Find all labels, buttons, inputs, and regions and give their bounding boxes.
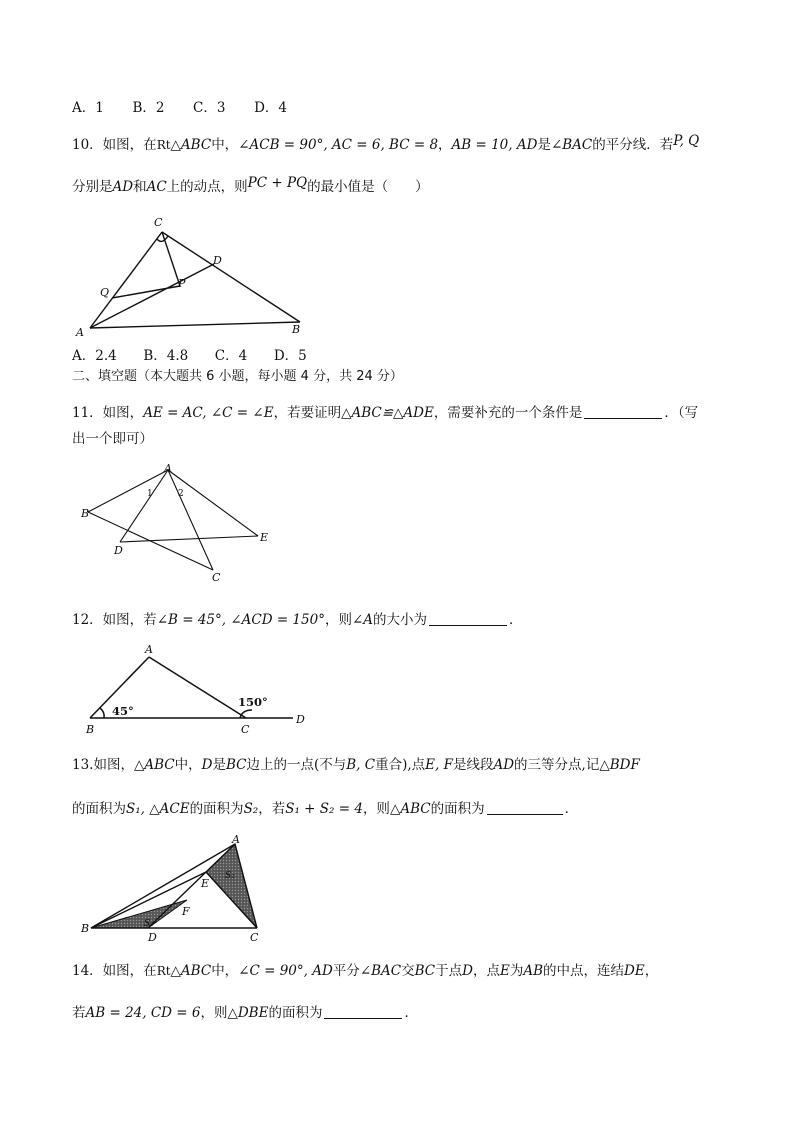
- q13-label-c: C: [250, 931, 259, 944]
- q11-angle-1: 1: [147, 489, 153, 499]
- q11-label-d: D: [114, 544, 123, 557]
- q12-label-c: C: [241, 723, 250, 736]
- q11-line1: 11．如图，AE = AC, ∠C = ∠E，若要证明△ABC≌△ADE，需要补充的一个条件是 ．（写: [72, 405, 699, 421]
- q10-label-p: P: [178, 277, 186, 290]
- q13-label-f: F: [182, 905, 190, 918]
- q9-option-d: D．4: [254, 100, 287, 116]
- q13-figure: [78, 832, 278, 944]
- q9-options: [72, 100, 287, 116]
- q9-option-b: B．2: [132, 100, 165, 116]
- q13-label-b: B: [81, 922, 90, 935]
- q13-line2: 的面积为S₁, △ACE的面积为S₂，若S₁ + S₂ = 4，则△ABC的面积为 ．: [72, 801, 579, 817]
- q11-label-e: E: [260, 531, 269, 544]
- q10-line1: 10．如图，在Rt△ABC中，∠ACB = 90°, AC = 6, BC = 8，AB = 10, AD是∠BAC的平分线．若P, Q: [72, 133, 700, 153]
- q11-label-a: A: [164, 462, 172, 475]
- q11-label-b: B: [81, 507, 90, 520]
- q10-option-d: D．5: [273, 348, 307, 364]
- q11-answer-blank[interactable]: [584, 418, 662, 419]
- q13-label-e: E: [201, 877, 210, 890]
- q11-figure: [78, 460, 278, 585]
- section-2-header: 二、填空题（本大题共 6 小题，每小题 4 分，共 24 分）: [72, 369, 403, 384]
- q9-option-c: C．3: [193, 100, 226, 116]
- q12-answer-blank[interactable]: [429, 625, 507, 626]
- q11-line2: 出一个即可）: [72, 431, 153, 447]
- q13-label-s1: S₁: [144, 919, 154, 929]
- q13-label-d: D: [148, 931, 157, 944]
- q13-line1: 13.如图，△ABC中，D是BC边上的一点(不与B, C重合),点E, F是线段AD的三等分点,记△BDF: [72, 757, 640, 773]
- q13-answer-blank[interactable]: [487, 814, 563, 815]
- q10-option-a: A．2.4: [72, 348, 117, 364]
- q12-label-b: B: [86, 723, 95, 736]
- q10-label-a: A: [76, 326, 84, 337]
- q13-label-s2: S₂: [225, 871, 235, 881]
- q10-label-q: Q: [100, 286, 110, 299]
- q10-line2: 分别是AD和AC上的动点，则PC + PQ的最小值是（ ）: [72, 175, 429, 195]
- q14-line2: 若AB = 24, CD = 6，则△DBE的面积为 ．: [72, 1005, 418, 1021]
- q10-label-b: B: [292, 323, 301, 336]
- q10-label-d: D: [213, 254, 222, 267]
- q12-label-a: A: [145, 643, 153, 656]
- q10-option-b: B．4.8: [143, 348, 189, 364]
- q13-label-a: A: [232, 833, 240, 846]
- q10-option-c: C．4: [214, 348, 248, 364]
- q12-angle-150: 150°: [238, 695, 268, 709]
- q12-angle-45: 45°: [112, 704, 134, 718]
- q11-label-c: C: [212, 571, 221, 584]
- q9-option-a: A．1: [72, 100, 104, 116]
- q10-figure: [70, 212, 310, 337]
- q12-label-d: D: [296, 713, 305, 726]
- q10-options: [72, 348, 307, 364]
- q12-figure: [78, 640, 318, 740]
- q10-label-c: C: [154, 216, 163, 229]
- q14-line1: 14．如图，在Rt△ABC中，∠C = 90°, AD平分∠BAC交BC于点D，点E为AB的中点，连结DE，: [72, 963, 659, 979]
- q11-angle-2: 2: [178, 489, 184, 499]
- q14-answer-blank[interactable]: [324, 1018, 402, 1019]
- q12-line1: 12．如图，若∠B = 45°, ∠ACD = 150°，则∠A的大小为 ．: [72, 612, 523, 628]
